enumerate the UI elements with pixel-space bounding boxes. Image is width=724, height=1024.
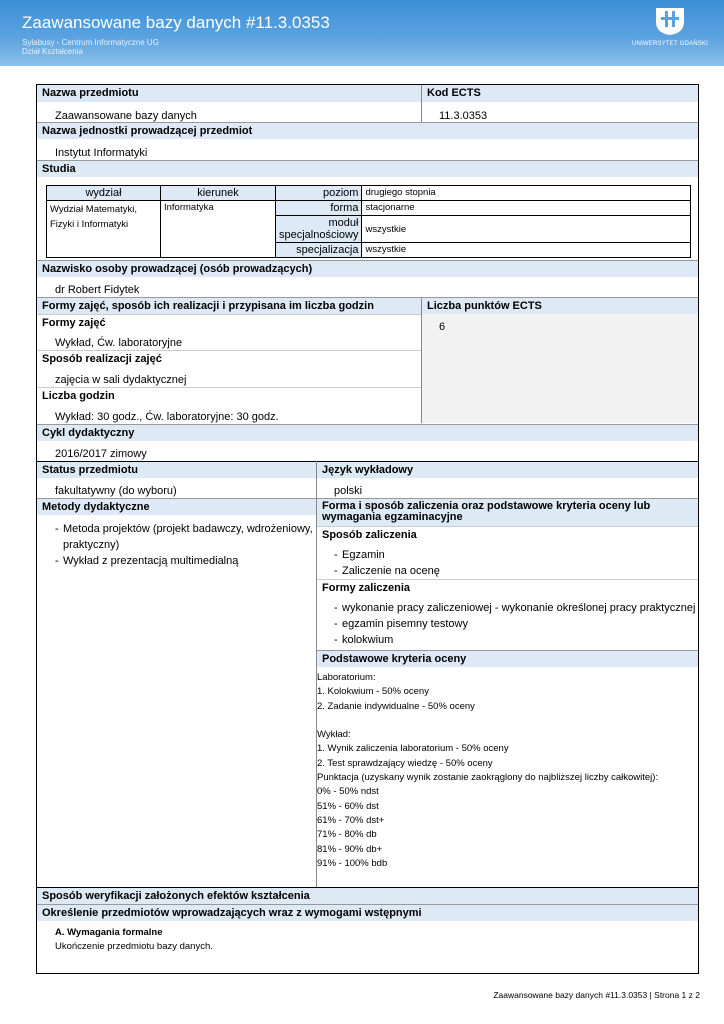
criteria-line: 81% - 90% db+ [317,843,383,855]
assessment-forms-item: - kolokwium [334,632,696,648]
assessment-forms-header: Formy zaliczenia [317,579,698,596]
assessment-forms-item: - wykonanie pracy zaliczeniowej - wykonanie określonej pracy praktycznej [334,600,696,616]
criteria-line: 1. Wynik zaliczenia laboratorium - 50% oceny [317,743,509,755]
studia-table [46,185,691,258]
criteria-line [317,714,658,728]
subtitle-line-1: Sylabusy - Centrum Informatyczne UG [22,38,159,47]
cycle-header: Cykl dydaktyczny [37,424,698,441]
status-value: fakultatywny (do wyboru) [55,485,177,497]
row-modul-value: wszystkie [362,216,691,243]
ects-code-header: Kod ECTS [421,85,698,102]
criteria-line: 61% - 70% dst+ [317,814,385,826]
row-modul-label: moduł specjalnościowy [276,216,362,243]
unit-header: Nazwa jednostki prowadzącej przedmiot [37,122,698,139]
forms-header: Formy zajęć, sposób ich realizacji i przypisana im liczba godzin [37,297,421,314]
criteria-line: 2. Zadanie indywidualne - 50% oceny [317,700,475,712]
forms-value: Wykład, Ćw. laboratoryjne [55,337,183,349]
method-value: zajęcia w sali dydaktycznej [55,374,187,386]
page-header [0,0,724,66]
methods-list [55,521,313,569]
teacher-header: Nazwisko osoby prowadzącej (osób prowadzących) [37,260,698,277]
row-specjalizacja-label: specjalizacja [276,243,362,258]
criteria-header: Podstawowe kryteria oceny [317,650,698,667]
assessment-method-header: Sposób zaliczenia [317,526,698,543]
assessment-method-list [334,547,694,579]
status-header: Status przedmiotu [37,461,316,478]
prereq-text: Ukończenie przedmiotu bazy danych. [55,941,213,952]
forms-sub-header: Formy zajęć [37,314,421,331]
methods-item: - Wykład z prezentacją multimedialną [55,553,313,569]
course-name-header: Nazwa przedmiotu [37,85,421,102]
criteria-line: 91% - 100% bdb [317,857,388,869]
method-sub-header: Sposób realizacji zajęć [37,350,421,367]
row-forma-value: stacjonarne [362,201,691,216]
studia-header: Studia [37,160,698,177]
col-wydzial: wydział [47,186,161,201]
row-specjalizacja-value: wszystkie [362,243,691,258]
logo-text: UNIWERSYTET GDAŃSKI [631,41,709,47]
row-forma-label: forma [276,201,362,216]
ects-code: 11.3.0353 [439,110,488,122]
hours-sub-header: Liczba godzin [37,387,421,404]
criteria-text [317,671,658,871]
assessment-forms-item: - egzamin pisemny testowy [334,616,696,632]
criteria-line: Wykład: [317,729,351,741]
col-kierunek: kierunek [161,186,276,201]
wydzial-value: Wydział Matematyki, Fizyki i Informatyki [47,201,161,258]
criteria-line: 71% - 80% db [317,829,377,841]
assessment-method-item: - Zaliczenie na ocenę [334,563,694,579]
teacher-name: dr Robert Fidytek [55,284,140,296]
header-subtitle [22,38,159,56]
row-poziom-value: drugiego stopnia [362,186,691,201]
row-poziom-label: poziom [276,186,362,201]
language-value: polski [334,485,363,497]
page-footer: Zaawansowane bazy danych #11.3.0353 | Strona 1 z 2 [493,990,700,1000]
assessment-forms-list [334,600,696,648]
methods-header: Metody dydaktyczne [37,498,316,515]
criteria-line: 51% - 60% dst [317,800,379,812]
cycle-value: 2016/2017 zimowy [55,448,147,460]
kierunek-value: Informatyka [161,201,276,258]
university-shield-icon [654,6,686,36]
verification-header: Sposób weryfikacji założonych efektów kształcenia [37,887,698,904]
assessment-method-item: - Egzamin [334,547,694,563]
criteria-line: Punktacja (uzyskany wynik zostanie zaokrąglony do najbliższej liczby całkowitej): [317,772,659,784]
subtitle-line-2: Dział Kształcenia [22,47,83,56]
methods-item: - Metoda projektów (projekt badawczy, wdrożeniowy, praktyczny) [55,521,313,553]
criteria-line: 1. Kolokwium - 50% oceny [317,686,429,698]
criteria-line: 0% - 50% ndst [317,786,379,798]
syllabus-document [36,84,699,974]
language-header: Język wykładowy [316,461,698,478]
ects-points-header: Liczba punktów ECTS [421,297,698,314]
assessment-header: Forma i sposób zaliczenia oraz podstawowe kryteria oceny lub wymagania egzaminacyjne [316,498,698,526]
criteria-line: Laboratorium: [317,672,376,683]
course-name: Zaawansowane bazy danych [55,110,197,122]
unit-name: Instytut Informatyki [55,147,148,159]
page-title: Zaawansowane bazy danych #11.3.0353 [22,13,330,32]
hours-value: Wykład: 30 godz., Ćw. laboratoryjne: 30 godz. [55,411,279,423]
prereq-header: Określenie przedmiotów wprowadzających wraz z wymogami wstępnymi [37,904,698,921]
prereq-sub-label: A. Wymagania formalne [55,927,163,938]
ects-points: 6 [439,321,446,333]
criteria-line: 2. Test sprawdzający wiedzę - 50% oceny [317,757,493,769]
